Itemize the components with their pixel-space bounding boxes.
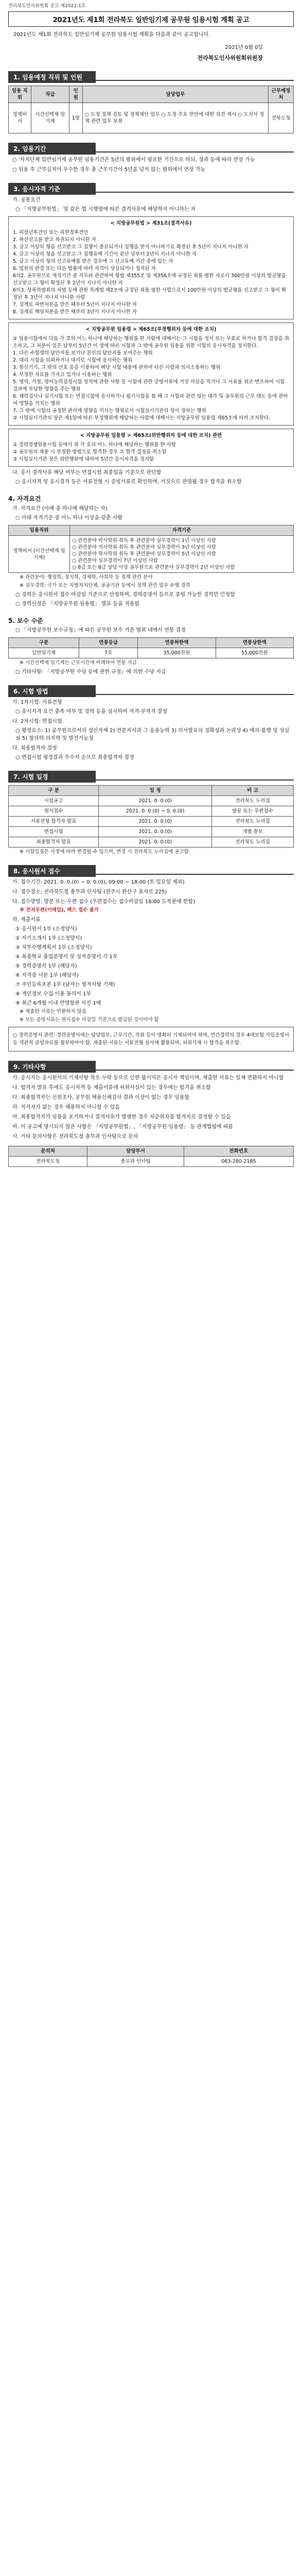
career-proof-box: ○ 경력증명서 관련: 경력증명서에는 담당업무, 근무기간, 직위 등이 명확히 기재되어야 하며, 민간경력의 경우 4대보험 가입증명서 등 객관적 증빙자료를 첨부하여야 함. 제출된 서류는 서류전형 심사에 활용되며, 허위기재 시 합격을 취소함. [8,1027,294,1052]
cell-salary-min: 35,000천원 [138,648,216,658]
section-divider [96,874,294,875]
col-count: 인원 [69,86,82,103]
col-grade: 직급 [31,86,69,103]
documents-note: ※ 제출한 서류는 반환하지 않음 [20,1009,87,1014]
final-decision-text: ○ 면접시험 평정결과 우수자 순으로 최종합격자 결정 [15,755,134,760]
career-rule-text: ○ 경력산정은 「지방공무원 임용령」 별표 등을 적용함 [15,601,139,607]
box-line: 3. 금고 이상의 형을 선고받고 그 집행이 종료되거나 집행을 받지 아니하기로 확정된 후 5년이 지나지 아니한 자 [13,244,249,250]
section-3-header [8,183,294,194]
box-line: 8. 징계로 해임처분을 받은 때부터 3년이 지나지 아니한 자 [13,309,137,315]
misconduct-box-title: < 지방공무원 임용령 > 제65조(부정행위자 등에 대한 조치) [85,327,217,332]
section-6-header [8,685,294,697]
cell-contact: 전라북도청 [9,1157,87,1167]
section-2-header [8,143,294,154]
section-1-title: 1. 임용예정 직위 및 인원 [8,71,96,83]
col-salary-grade: 연봉등급 [79,638,138,648]
salary-text: ○ 「지방공무원 보수규정」에 따른 공무원 보수 기준 범위 내에서 연봉 결정 [15,628,186,633]
cell-stage: 시험공고 [9,796,99,806]
cell-stage: 서류전형 합격자 발표 [9,817,99,827]
col-date: 일 정 [99,786,212,796]
criteria-item: ○ 관련분야 석사학위 취득 후 관련분야 실무경력이 3년 이상인 사람 [72,545,217,550]
cell-remark: 전라북도 누리집 [212,817,294,827]
table-row [9,1157,294,1167]
box-line: ② 공무원의 채용 시 부정한 방법으로 합격한 경우 그 합격 결정을 취소함 [13,449,167,455]
table-row [9,806,294,817]
box-line: 3. 통신기기, 그 밖의 신호 등을 이용하여 해당 시험 내용에 관하여 다른 사람과 의사소통하는 행위 [13,365,221,370]
qualification-heading: 가. 자격요건 (아래 중 하나에 해당하는 자) [12,506,108,512]
box-line: ① 임용시험에서 다음 각 호의 어느 하나에 해당하는 행위를 한 사람에 대해서는 그 시험을 정지 또는 무효로 하거나 합격 결정을 취소하고, 그 처분이 있은 날부터 5년간 이 영에 따른 시험과 그 밖에 공무원 임용을 위한 시험의 응시자격을 정지한다. [13,336,289,349]
section-divider [96,694,294,695]
box-line: 6. 법원의 판결 또는 다른 법률에 따라 자격이 상실되거나 정지된 자 [13,266,156,272]
table-row [9,827,294,837]
col-stage: 구 분 [9,786,99,796]
misc-item: 가. 응시자는 응시원서의 기재사항 착오·누락 등으로 인한 불이익은 응시자 책임이며, 제출한 서류는 일체 반환하지 아니함 [12,1075,284,1081]
table-row [9,817,294,827]
salary-table [8,637,294,658]
box-line: 6. 체력검사나 실기시험 또는 면접시험에 응시하거나 필기시험을 볼 때 그 시험과 관련 있는 대가 및 공무원의 근무 태도 등에 관하여 영향을 끼치는 행위 [13,394,288,406]
box-line: 2. 대리 시험을 의뢰하거나 대리로 시험에 응시하는 행위 [13,358,133,363]
misc-item: 다. 최종합격자는 신원조사, 공무원 채용신체검사 결과 이상이 없는 경우 임용함 [12,1095,190,1100]
application-warning: ※ 전자우편(이메일), 팩스 접수 불가 [20,907,99,913]
misc-item: 바. 이 공고에 명시되지 않은 사항은 「지방공무원법」, 「지방공무원 임용령」 등 관계법령에 따름 [12,1124,234,1130]
section-3-title: 3. 응시자격 기준 [8,183,96,195]
section-8-header [8,865,294,876]
section-9-header [8,1061,294,1072]
document-item: ⑥ 자격증 사본 1부 (해당자) [15,973,79,978]
application-place: 나. 접수장소: 전라북도청 총무과 인사팀 (전주시 완산구 효자로 225) [12,889,167,895]
misc-item: 라. 적격자가 없는 경우 채용하지 아니할 수 있음 [12,1105,120,1110]
table-row [9,796,294,806]
document-item: ③ 직무수행계획서 1부 (소정양식) [15,945,92,951]
section-divider [96,192,294,193]
section-5-title: 5. 보수 수준 [8,617,43,624]
table-row [9,648,294,658]
qualification-note: ※ 실무경력: 국가 또는 지방자치단체, 공공기관 등에서 정책 관련 업무 수행 경력 [20,583,190,588]
col-remark: 비 고 [212,786,294,796]
box-line: 7. 징계로 파면처분을 받은 때부터 5년이 지나지 아니한 자 [13,302,137,308]
table-row [9,536,294,573]
application-period: 가. 접수기간: 2021. 0. 0.(0) ~ 0. 0.(0), 09:00 ~ 18:00 (토·일요일 제외) [12,879,185,885]
section-6-title: 6. 시험 방법 [8,685,96,697]
box-line: 1. 피성년후견인 또는 피한정후견인 [13,230,88,235]
common-requirements-heading: 가. 공통요건 [12,197,41,203]
section-divider [96,1070,294,1071]
section-2-title: 2. 임용기간 [8,143,96,155]
salary-note: ※ 시간선택제 임기제는 근무시간에 비례하여 연봉 지급 [20,660,137,666]
exam-stage-1-text: ○ 응시자격 요건 충족 여부 및 경력 등을 심사하여 적격·부적격 결정 [15,709,167,715]
col-department: 담당부서 [87,1146,184,1157]
schedule-note: ※ 시험일정은 사정에 따라 변경될 수 있으며, 변경 시 전라북도 누리집에 공고함 [20,849,189,855]
issuing-organization: 전라북도인사위원회위원장 [197,55,263,61]
box-line: 5. 병역, 가점, 영어능력검정시험 성적에 관한 사항 등 시험에 관한 증명서류에 거짓 사실을 적거나 그 서류를 위조·변조하여 시험결과에 부당한 영향을 주는 행위 [13,379,285,392]
section-7-title: 7. 시험 일정 [8,771,96,783]
misc-item: 나. 합격자 발표 후에도 응시자격 등 제출서류에 허위사실이 있는 경우에는 합격을 취소함 [12,1085,211,1091]
cell-count: 1명 [69,103,82,133]
document-item: ④ 최종학교 졸업증명서 및 성적증명서 각 1부 [15,954,118,960]
col-salary-min: 연봉하한액 [138,638,216,648]
cell-grade: 시간선택제 임기제 [31,103,69,133]
notice-title: 2021년도 제1회 전라북도 일반임기제 공무원 임용시험 계획 공고 [8,11,294,27]
section-4-title: 4. 자격요건 [8,495,41,502]
box-line: 4. 금고 이상의 형을 선고받고 그 집행유예 기간이 끝난 날부터 2년이 지나지 아니한 자 [13,251,197,257]
table-row [9,837,294,848]
col-workplace: 근무예정처 [269,86,294,103]
document-item: ⑤ 경력증명서 1부 (해당자) [15,963,77,969]
intro-text: 2021년도 제1회 전라북도 일반임기제 공무원 임용시험 계획을 다음과 같이 공고합니다. [13,32,210,38]
col-position: 임용 직위 [9,86,31,103]
qualification-text: ○ 아래 자격기준 중 어느 하나 이상을 갖춘 사람 [15,515,123,521]
cell-date: 2021. 0. 0.(0) ~ 0. 0.(0) [99,806,212,817]
box-line: ③ 시험실시기관 장은 위반행위에 대하여 5년간 응시자격을 정지함 [13,456,154,462]
career-calculation-text: ○ 경력은 응시원서 접수 마감일 기준으로 산정하며, 경력증명서 등으로 증빙 가능한 경력만 인정함 [15,592,235,598]
col-contact: 문의처 [9,1146,87,1157]
section-divider [96,80,294,81]
cell-phone: 063-280-2185 [184,1157,293,1167]
term-text-2: ○ 임용 후 근무실적이 우수한 경우 총 근무기간이 5년을 넘지 않는 범위에서 연장 가능 [12,167,206,173]
exam-stage-2: 나. 2차시험: 면접시험 [12,719,62,724]
box-line: ① 경력경쟁임용시험 등에서 위 각 호의 어느 하나에 해당하는 행위를 한 사람 [13,442,176,448]
cell-duties: ○ 도정 정책 검토 및 정책제안 업무 ○ 도정 주요 현안에 대한 의견 제시 ○ 도지사 정책 관련 업무 보좌 [82,103,268,133]
box-line: 6의3. 성폭력범죄의 처벌 등에 관한 특례법 제2조에 규정된 죄를 범한 사람으로서 100만원 이상의 벌금형을 선고받고 그 형이 확정된 후 3년이 지나지 아니한 사람 [13,287,287,300]
exam-stage-2-text: ○ 평정요소: 1) 공무원으로서의 정신자세 2) 전문지식과 그 응용능력 3) 의사발표의 정확성과 논리성 4) 예의·품행 및 성실성 5) 창의력·의지력 및 발전가능성 [15,728,290,741]
section-divider [96,779,294,781]
box-line: 7. 그 밖에 시험의 공정한 관리에 영향을 끼치는 행위로서 시험실시기관의 장이 정하는 행위 [13,408,206,414]
col-position: 임용직위 [9,526,70,536]
document-item: ⑦ 주민등록초본 1부 (남자는 병적사항 기재) [15,982,115,988]
cell-stage: 최종합격자 발표 [9,837,99,848]
box-line: 2. 파산선고를 받고 복권되지 아니한 자 [13,237,96,243]
eligibility-basis: 나. 응시 결격사유 해당 여부는 면접시험 최종일을 기준으로 판단함 [12,470,162,476]
notice-date: 2021년 0월 0일 [225,45,263,50]
cell-date: 2021. 0. 0.(0) [99,837,212,848]
box-line: 5. 금고 이상의 형의 선고유예를 받은 경우에 그 선고유예 기간 중에 있는 자 [13,259,173,264]
misc-item: 마. 최종합격자가 임용을 포기하거나 결격사유가 발생한 경우 차순위자를 합격자로 결정할 수 있음 [12,1114,231,1120]
cell-date: 2021. 0. 0.(0) [99,796,212,806]
disqualification-box-title: < 지방공무원법 > 제31조(결격사유) [110,221,192,226]
col-duties: 담당업무 [82,86,268,103]
table-row [9,103,294,133]
cell-criteria [70,536,294,573]
cell-position: 정책비서 [9,103,31,133]
criteria-item: ○ 관련분야 실무경력이 7년 이상인 사람 [72,558,158,564]
qualification-table [8,525,294,573]
misc-item: 사. 기타 문의사항은 전라북도청 총무과 인사팀으로 문의 [12,1134,138,1140]
notice-number: 전라북도인사위원회 공고 제2021-1호 [8,4,86,9]
cell-salary-max: 55,000천원 [216,648,293,658]
box-line: 4. 부정한 자료를 가지고 있거나 이용하는 행위 [13,372,112,378]
cell-remark: 개별 통보 [212,827,294,837]
section-divider [96,151,294,152]
position-table [8,86,294,133]
cell-stage: 면접시험 [9,827,99,837]
cell-date: 2021. 0. 0.(0) [99,817,212,827]
qualification-note: ※ 관련분야: 행정학, 정치학, 경제학, 사회학 등 정책 관련 분야 [20,574,153,580]
eligibility-verification: ○ 응시자격 및 응시결격 등은 서류전형 시 증빙서류로 확인하며, 거짓으로 판명될 경우 합격을 취소함 [15,479,242,485]
cell-department: 총무과 인사팀 [87,1157,184,1167]
criteria-item: ○ 관련분야 학사학위 취득 후 관련분야 실무경력이 5년 이상인 사람 [72,551,217,557]
box-line: 6의2. 공무원으로 재직기간 중 직무와 관련하여 형법 제355조 및 제356조에 규정된 죄를 범한 자로서 300만원 이상의 벌금형을 선고받고 그 형이 확정된 후 2년이 지나지 아니한 자 [13,273,286,286]
term-text-1: ○ '자치단체 일반임기제 공무원 임용기간은 5년의 범위에서 필요한 기간으로 하되, 성과 등에 따라 연장 가능 [12,157,255,163]
col-type: 구분 [9,638,79,648]
col-salary-max: 연봉상한액 [216,638,293,648]
allowance-text: ○ 기타사항: 「지방공무원 수당 등에 관한 규정」에 의한 수당 지급 [15,669,166,675]
cell-remark: 전라북도 누리집 [212,796,294,806]
cell-salary-grade: 7호 [79,648,138,658]
violation-box [8,429,294,467]
section-7-header [8,771,294,782]
documents-heading: 라. 제출서류 [12,917,41,923]
contact-table [8,1146,294,1167]
document-item: ⑧ 개인정보 수집·이용 동의서 1부 [15,991,92,997]
document-item: ① 응시원서 1부 (소정양식) [15,926,77,932]
section-9-title: 9. 기타사항 [8,1061,96,1073]
final-decision: 다. 최종합격자 결정 [12,745,57,751]
violation-box-title: < 지방공무원 임용령 > 제65조(위반행위자 등에 대한 조치) 관련 [80,433,222,438]
section-8-title: 8. 응시원서 접수 [8,865,96,877]
box-line: 1. 다른 수험생의 답안지를 보거나 본인의 답안지를 보여주는 행위 [13,350,153,356]
document-item: ② 자기소개서 1부 (소정양식) [15,936,82,941]
cell-date: 2021. 0. 0.(0) [99,827,212,837]
cell-remark: 전라북도 누리집 [212,837,294,848]
disqualification-box [8,216,294,319]
application-method: 다. 접수방법: 방문 또는 우편 접수 (우편접수는 접수마감일 18:00 도착분에 한함) [12,899,196,905]
cell-remark: 방문 또는 우편접수 [212,806,294,817]
criteria-item: ○ 8급 또는 8급 상당 이상 공무원으로 관련분야 실무경력이 2년 이상인 사람 [72,565,235,570]
criteria-item: ○ 관련분야 박사학위 취득 후 관련분야 실무경력이 1년 이상인 사람 [72,538,217,544]
col-phone: 전화번호 [184,1146,293,1157]
documents-note: ※ 모든 증빙서류는 원서접수 마감일 기준으로 발급된 것이어야 함 [20,1017,159,1023]
exam-stage-1: 가. 1차시험: 서류전형 [12,700,62,705]
section-1-header [8,71,294,82]
cell-workplace: 전북도청 [269,103,294,133]
box-line: ② 시험실시기관의 장은 제1항에 따른 부정행위에 해당하는 사람에 대해서는 지방공무원 임용령 제65조에 따라 조치한다. [13,415,271,421]
misconduct-box [8,323,294,426]
common-requirements-text: ○ 「지방공무원법」 및 같은 법 시행령에 따른 결격사유에 해당하지 아니하는 자 [15,207,196,212]
cell-position: 정책비서 (시간선택제 임기제) [9,536,70,573]
col-criteria: 자격기준 [70,526,294,536]
cell-stage: 원서접수 [9,806,99,817]
cell-type: 일반임기제 [9,648,79,658]
notice-page [8,0,294,1167]
document-item: ⑨ 최근 6개월 이내 반명함판 사진 1매 [15,1001,101,1006]
schedule-table [8,785,294,848]
